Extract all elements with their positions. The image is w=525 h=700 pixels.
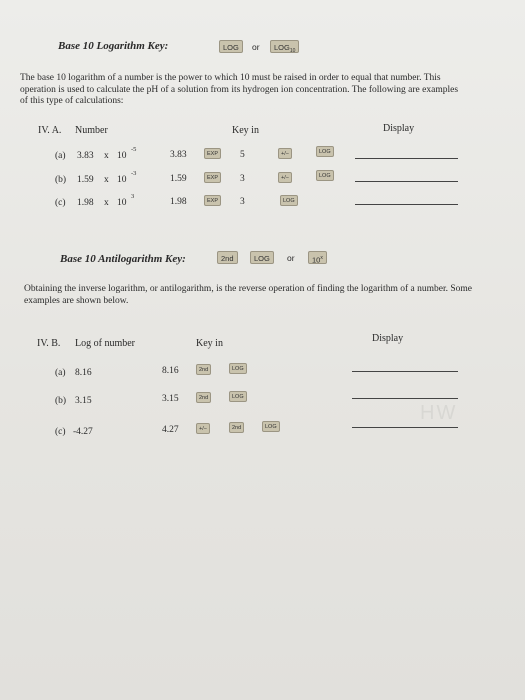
key-number: 3.15: [162, 394, 179, 404]
second-function-key: 2nd: [196, 392, 211, 403]
second-function-key: 2nd: [196, 364, 211, 375]
ten-to-x-key-button: [308, 251, 327, 264]
log-value: -4.27: [73, 427, 93, 437]
log10-key-button: [270, 40, 299, 53]
display-answer-blank: [355, 204, 458, 205]
number-mantissa: 1.98: [77, 198, 94, 208]
number-base: 10: [117, 151, 127, 161]
display-answer-blank: [352, 427, 458, 428]
exp-key: EXP: [204, 172, 221, 183]
number-mantissa: 3.83: [77, 151, 94, 161]
second-function-key: 2nd: [229, 422, 244, 433]
sign-change-key: +/−: [196, 423, 210, 434]
section-ivb-label: IV. B.: [37, 338, 61, 349]
key-number: 3.83: [170, 150, 187, 160]
display-answer-blank: [355, 158, 458, 159]
key-number: 4.27: [162, 425, 179, 435]
second-function-key-button: 2nd: [217, 251, 238, 264]
ten-to-x-key-sup: x: [320, 255, 323, 261]
key-exponent-value: 5: [240, 150, 245, 160]
log-of-number-column-header: Log of number: [75, 338, 135, 349]
keyin-column-header: Key in: [196, 338, 223, 349]
log-key-button: LOG: [250, 251, 274, 264]
number-exponent: -3: [131, 170, 137, 177]
antilog-intro-paragraph: Obtaining the inverse logarithm, or antilogarithm, is the reverse operation of finding the logarithm of a number. Some examples are shown below.: [24, 284, 472, 306]
key-number: 1.59: [170, 174, 187, 184]
log-intro-paragraph: The base 10 logarithm of a number is the power to which 10 must be raised in order to equal that number. This operation is used to calculate the pH of a solution from its hydrogen ion concentration. The following are examples of this type of calculations:: [20, 73, 459, 106]
antilog-key-title: Base 10 Antilogarithm Key:: [60, 253, 186, 265]
log-value: 8.16: [75, 368, 92, 378]
log-value: 3.15: [75, 396, 92, 406]
number-exponent: -5: [131, 146, 137, 153]
display-column-header: Display: [372, 333, 404, 344]
log-key: LOG: [280, 195, 298, 206]
or-text: or: [252, 42, 260, 52]
ten-to-x-key-main: 10: [312, 255, 321, 265]
number-base: 10: [117, 198, 127, 208]
display-answer-blank: [355, 181, 458, 182]
log-key-button: LOG: [219, 40, 243, 53]
sign-change-key: +/−: [278, 172, 292, 183]
row-label: (b): [55, 175, 67, 185]
or-text: or: [287, 253, 295, 263]
display-column-header: Display: [383, 123, 415, 134]
row-label: (c): [55, 198, 66, 208]
log10-key-sub: 10: [289, 48, 296, 54]
number-mantissa: 1.59: [77, 175, 94, 185]
key-exponent-value: 3: [240, 174, 245, 184]
bleed-through-watermark: HW: [420, 402, 458, 424]
key-exponent-value: 3: [240, 197, 245, 207]
keyin-column-header: Key in: [232, 125, 259, 136]
row-label: (c): [55, 427, 66, 437]
number-exponent: 3: [131, 193, 135, 200]
display-answer-blank: [352, 398, 458, 399]
log-key: LOG: [229, 363, 247, 374]
log-key-title: Base 10 Logarithm Key:: [58, 40, 169, 52]
number-base: 10: [117, 175, 127, 185]
exp-key: EXP: [204, 195, 221, 206]
row-label: (a): [55, 151, 66, 161]
log-key: LOG: [316, 146, 334, 157]
key-number: 8.16: [162, 366, 179, 376]
sign-change-key: +/−: [278, 148, 292, 159]
key-number: 1.98: [170, 197, 187, 207]
log-key: LOG: [229, 391, 247, 402]
log10-key-main: LOG: [274, 43, 290, 52]
number-column-header: Number: [75, 125, 108, 136]
row-label: (b): [55, 396, 67, 406]
log-key: LOG: [262, 421, 280, 432]
times-sign: x: [104, 175, 109, 185]
exp-key: EXP: [204, 148, 221, 159]
times-sign: x: [104, 151, 109, 161]
log-key: LOG: [316, 170, 334, 181]
section-iva-label: IV. A.: [38, 125, 62, 136]
display-answer-blank: [352, 371, 458, 372]
times-sign: x: [104, 198, 109, 208]
row-label: (a): [55, 368, 66, 378]
